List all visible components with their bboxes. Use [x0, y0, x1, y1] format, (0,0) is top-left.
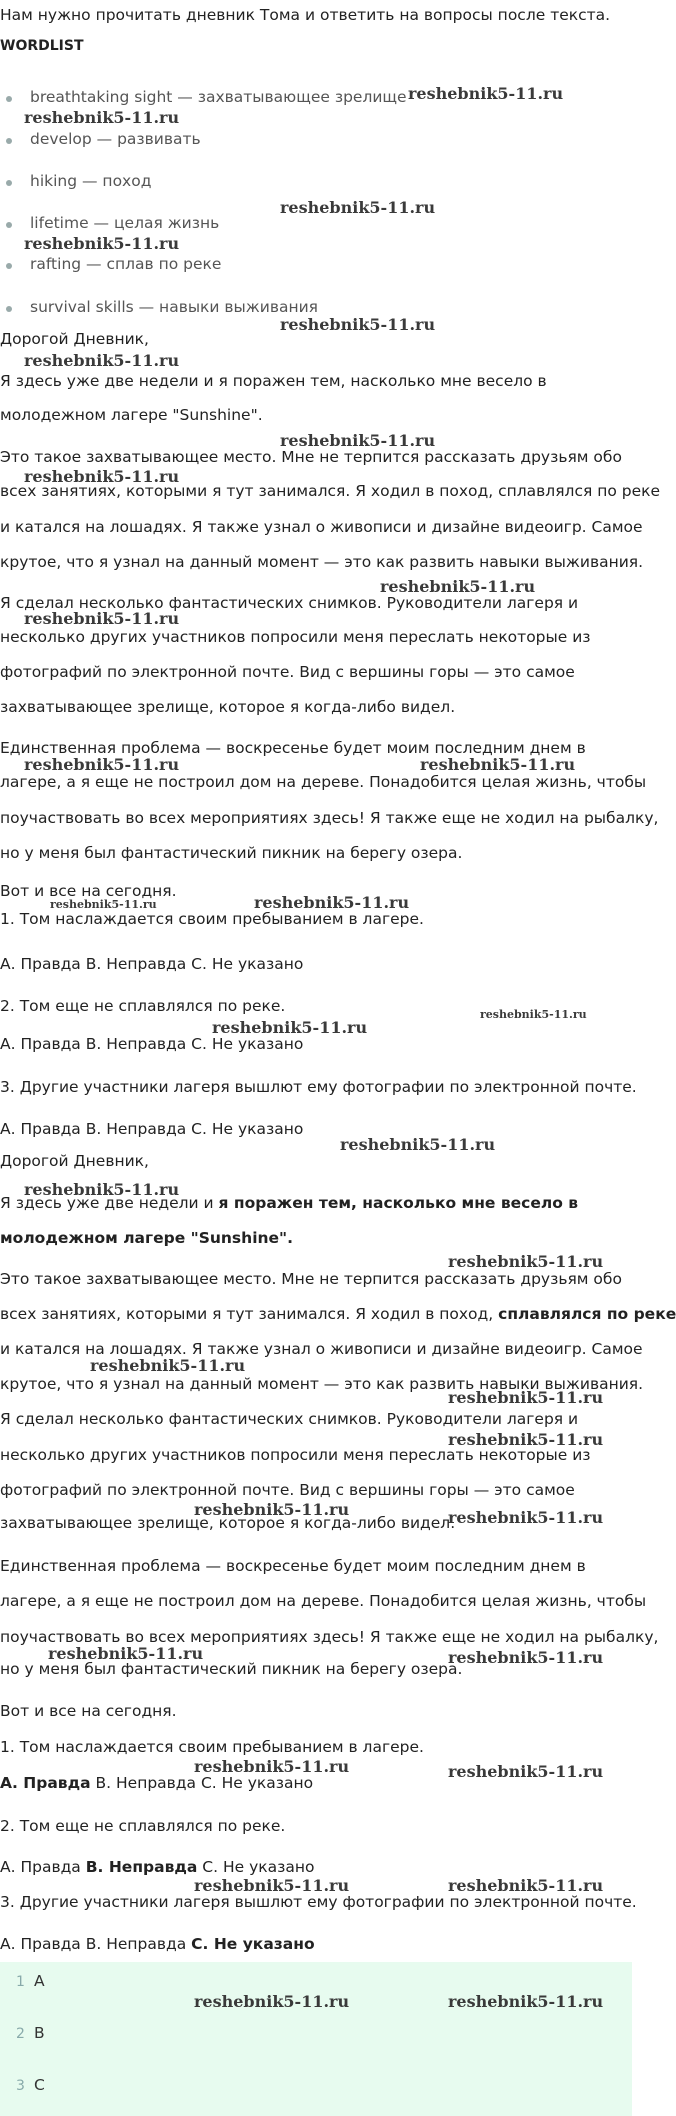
watermark: reshebnik5-11.ru [194, 1757, 350, 1776]
answer-label: C [34, 2076, 45, 2094]
correct-answer: А. Правда [0, 1774, 91, 1792]
diary-line: Вот и все на сегодня. [0, 882, 177, 900]
diary-text: Я здесь уже две недели и [0, 1194, 219, 1212]
diary-greeting: Дорогой Дневник, [0, 1152, 149, 1170]
diary-line: и катался на лошадях. Я также узнал о живописи и дизайне видеоигр. Самое [0, 1340, 643, 1358]
diary-text: всех занятиях, которыми я тут занимался. Я ходил в поход, [0, 1305, 499, 1323]
watermark: reshebnik5-11.ru [90, 1356, 246, 1375]
diary-line: всех занятиях, которыми я тут занимался. Я ходил в поход, сплавлялся по реке [0, 482, 661, 500]
diary-line: несколько других участников попросили меня переслать некоторые из [0, 1446, 591, 1464]
answer-number: 3 [16, 2078, 25, 2094]
question: 1. Том наслаждается своим пребыванием в лагере. [0, 910, 424, 928]
watermark: reshebnik5-11.ru [254, 893, 410, 912]
diary-line: захватывающее зрелище, которое я когда-либо видел. [0, 1514, 456, 1532]
intro-text: Нам нужно прочитать дневник Тома и ответить на вопросы после текста. [0, 6, 611, 24]
watermark: reshebnik5-11.ru [24, 755, 180, 774]
diary-line: крутое, что я узнал на данный момент — это как развить навыки выживания. [0, 1375, 644, 1393]
wordlist-item: hiking — поход [30, 172, 152, 190]
bullet-icon [6, 138, 12, 144]
bullet-icon [6, 96, 12, 102]
diary-line: фотографий по электронной почте. Вид с вершины горы — это самое [0, 663, 575, 681]
diary-line: крутое, что я узнал на данный момент — это как развить навыки выживания. [0, 553, 644, 571]
watermark: reshebnik5-11.ru [24, 234, 180, 253]
watermark: reshebnik5-11.ru [408, 84, 564, 103]
watermark: reshebnik5-11.ru [448, 1876, 604, 1895]
watermark: reshebnik5-11.ru [24, 1180, 180, 1199]
diary-line: Я здесь уже две недели и я поражен тем, насколько мне весело в [0, 372, 547, 390]
diary-line: Вот и все на сегодня. [0, 1702, 177, 1720]
watermark: reshebnik5-11.ru [380, 577, 536, 596]
highlighted-text: молодежном лагере "Sunshine". [0, 1229, 294, 1247]
answer-number: 1 [16, 1974, 25, 1990]
question: 2. Том еще не сплавлялся по реке. [0, 997, 286, 1015]
diary-line: несколько других участников попросили меня переслать некоторые из [0, 628, 591, 646]
diary-greeting: Дорогой Дневник, [0, 330, 149, 348]
watermark: reshebnik5-11.ru [280, 198, 436, 217]
diary-line: фотографий по электронной почте. Вид с вершины горы — это самое [0, 1481, 575, 1499]
watermark: reshebnik5-11.ru [340, 1135, 496, 1154]
watermark: reshebnik5-11.ru [212, 1018, 368, 1037]
watermark: reshebnik5-11.ru [448, 1252, 604, 1271]
diary-line: поучаствовать во всех мероприятиях здесь! Я также еще не ходил на рыбалку, [0, 809, 659, 827]
answer-row [0, 2066, 632, 2116]
option-text: С. Не указано [197, 1858, 315, 1876]
watermark: reshebnik5-11.ru [448, 1388, 604, 1407]
question: 3. Другие участники лагеря вышлют ему фотографии по электронной почте. [0, 1893, 637, 1911]
watermark: reshebnik5-11.ru [194, 1500, 350, 1519]
watermark: reshebnik5-11.ru [24, 609, 180, 628]
bullet-icon [6, 306, 12, 312]
question-options [0, 1774, 313, 1792]
diary-line: Это такое захватывающее место. Мне не терпится рассказать друзьям обо [0, 1270, 622, 1288]
watermark: reshebnik5-11.ru [448, 1762, 604, 1781]
answer-label: B [34, 2024, 45, 2042]
option-text: В. Неправда С. Не указано [90, 1774, 314, 1792]
diary-line: но у меня был фантастический пикник на берегу озера. [0, 844, 463, 862]
watermark: reshebnik5-11.ru [24, 467, 180, 486]
wordlist-item: lifetime — целая жизнь [30, 214, 220, 232]
question-options: А. Правда В. Неправда С. Не указано [0, 1035, 304, 1053]
answer-list [0, 1962, 632, 2116]
watermark: reshebnik5-11.ru [448, 1508, 604, 1527]
diary-line: захватывающее зрелище, которое я когда-либо видел. [0, 698, 456, 716]
answer-label: A [34, 1972, 45, 1990]
watermark: reshebnik5-11.ru [448, 1430, 604, 1449]
wordlist-item: rafting — сплав по реке [30, 255, 222, 273]
diary-line [0, 1305, 676, 1323]
question-options [0, 1858, 315, 1876]
watermark: reshebnik5-11.ru [280, 431, 436, 450]
bullet-icon [6, 180, 12, 186]
correct-answer: В. Неправда [85, 1858, 198, 1876]
wordlist-item: breathtaking sight — захватывающее зрелище [30, 88, 407, 106]
answer-number: 2 [16, 2026, 25, 2042]
watermark: reshebnik5-11.ru [448, 1648, 604, 1667]
question-options: А. Правда В. Неправда С. Не указано [0, 1120, 304, 1138]
watermark: reshebnik5-11.ru [50, 898, 157, 911]
watermark: reshebnik5-11.ru [24, 108, 180, 127]
wordlist-title: WORDLIST [0, 38, 84, 54]
watermark: reshebnik5-11.ru [194, 1876, 350, 1895]
question: 1. Том наслаждается своим пребыванием в лагере. [0, 1738, 424, 1756]
watermark: reshebnik5-11.ru [420, 755, 576, 774]
watermark: reshebnik5-11.ru [24, 351, 180, 370]
diary-line: Это такое захватывающее место. Мне не терпится рассказать друзьям обо [0, 448, 622, 466]
watermark: reshebnik5-11.ru [280, 315, 436, 334]
diary-line: лагере, а я еще не построил дом на дереве. Понадобится целая жизнь, чтобы [0, 1592, 647, 1610]
diary-line: Я сделал несколько фантастических снимков. Руководители лагеря и [0, 594, 579, 612]
wordlist-item: survival skills — навыки выживания [30, 298, 318, 316]
wordlist-item: develop — развивать [30, 130, 201, 148]
question-options: А. Правда В. Неправда С. Не указано [0, 955, 304, 973]
diary-line: но у меня был фантастический пикник на берегу озера. [0, 1660, 463, 1678]
watermark: reshebnik5-11.ru [48, 1644, 204, 1663]
bullet-icon [6, 263, 12, 269]
highlighted-text: сплавлялся по реке [498, 1305, 676, 1323]
correct-answer: С. Не указано [191, 1935, 315, 1953]
diary-line: Я сделал несколько фантастических снимков. Руководители лагеря и [0, 1410, 579, 1428]
diary-line: и катался на лошадях. Я также узнал о живописи и дизайне видеоигр. Самое [0, 518, 643, 536]
option-text: А. Правда [0, 1858, 86, 1876]
question: 2. Том еще не сплавлялся по реке. [0, 1817, 286, 1835]
diary-line: поучаствовать во всех мероприятиях здесь! Я также еще не ходил на рыбалку, [0, 1628, 659, 1646]
bullet-icon [6, 222, 12, 228]
watermark: reshebnik5-11.ru [480, 1008, 587, 1021]
highlighted-text: я поражен тем, насколько мне весело в [218, 1194, 579, 1212]
question: 3. Другие участники лагеря вышлют ему фотографии по электронной почте. [0, 1078, 637, 1096]
diary-line: лагере, а я еще не построил дом на дереве. Понадобится целая жизнь, чтобы [0, 773, 647, 791]
question-options [0, 1935, 315, 1953]
watermark: reshebnik5-11.ru [194, 1992, 350, 2011]
option-text: А. Правда В. Неправда [0, 1935, 192, 1953]
answer-row [0, 2014, 632, 2064]
diary-line: Единственная проблема — воскресенье будет моим последним днем в [0, 1557, 586, 1575]
watermark: reshebnik5-11.ru [448, 1992, 604, 2011]
diary-line: молодежном лагере "Sunshine". [0, 406, 263, 424]
diary-line: Единственная проблема — воскресенье будет моим последним днем в [0, 739, 586, 757]
